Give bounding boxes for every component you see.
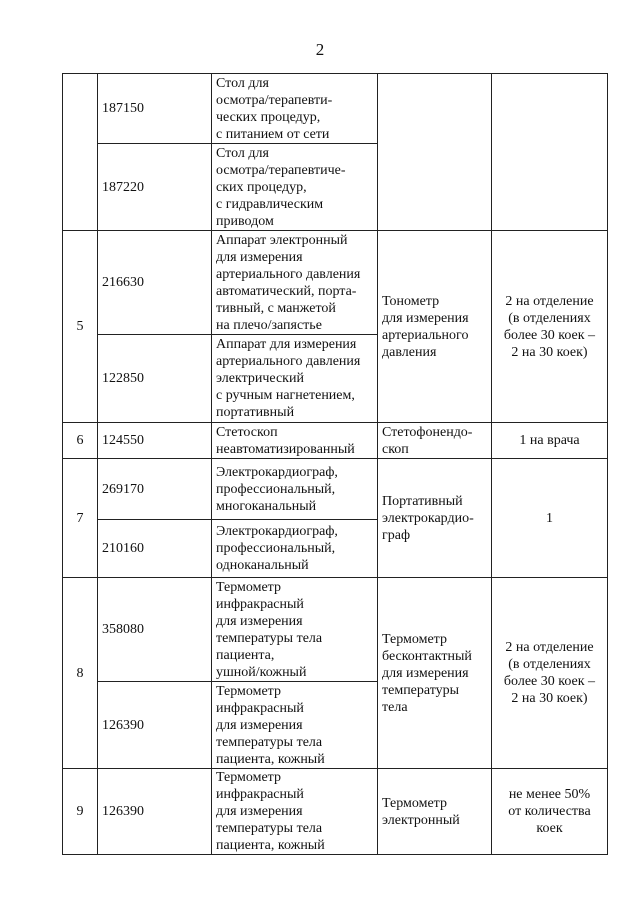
table-row: [63, 74, 608, 144]
row-number-cell: 8: [63, 578, 98, 769]
table-row: [63, 769, 608, 855]
name-cell: Термометр инфракрасный для измерения температуры тела пациента, кожный: [212, 769, 378, 855]
type-cell: Портативный электрокардио- граф: [378, 459, 492, 578]
name-cell: Электрокардиограф, профессиональный, одноканальный: [212, 520, 378, 578]
equipment-table: [62, 73, 608, 855]
table-row: [63, 578, 608, 682]
name-cell: Стол для осмотра/терапевтиче- ских процедур, с гидравлическим приводом: [212, 144, 378, 231]
code-cell: 358080: [98, 578, 212, 682]
code-cell: 126390: [98, 769, 212, 855]
row-number-cell: 9: [63, 769, 98, 855]
code-cell: 187220: [98, 144, 212, 231]
row-number-cell: 5: [63, 231, 98, 423]
qty-cell: не менее 50% от количества коек: [492, 769, 608, 855]
name-cell: Термометр инфракрасный для измерения температуры тела пациента, ушной/кожный: [212, 578, 378, 682]
table-row: [63, 459, 608, 520]
qty-cell: 2 на отделение (в отделениях более 30 коек – 2 на 30 коек): [492, 578, 608, 769]
code-cell: 126390: [98, 682, 212, 769]
code-cell: 122850: [98, 335, 212, 423]
code-cell: 187150: [98, 74, 212, 144]
code-cell: 216630: [98, 231, 212, 335]
page-number: 2: [315, 40, 325, 59]
name-cell: Электрокардиограф, профессиональный, многоканальный: [212, 459, 378, 520]
row-number-cell: 6: [63, 423, 98, 459]
qty-cell: 1 на врача: [492, 423, 608, 459]
type-cell: Термометр электронный: [378, 769, 492, 855]
code-cell: 124550: [98, 423, 212, 459]
type-cell: Стетофонендо- скоп: [378, 423, 492, 459]
row-number-cell: [63, 74, 98, 231]
qty-cell: 2 на отделение (в отделениях более 30 коек – 2 на 30 коек): [492, 231, 608, 423]
qty-cell: 1: [492, 459, 608, 578]
table-row: [63, 231, 608, 335]
type-cell: [378, 74, 492, 231]
name-cell: Аппарат для измерения артериального давления электрический с ручным нагнетением, портативный: [212, 335, 378, 423]
name-cell: Стетоскоп неавтоматизированный: [212, 423, 378, 459]
table-row: [63, 423, 608, 459]
type-cell: Тонометр для измерения артериального давления: [378, 231, 492, 423]
code-cell: 269170: [98, 459, 212, 520]
row-number-cell: 7: [63, 459, 98, 578]
name-cell: Термометр инфракрасный для измерения температуры тела пациента, кожный: [212, 682, 378, 769]
name-cell: Стол для осмотра/терапевти- ческих процедур, с питанием от сети: [212, 74, 378, 144]
code-cell: 210160: [98, 520, 212, 578]
type-cell: Термометр бесконтактный для измерения температуры тела: [378, 578, 492, 769]
qty-cell: [492, 74, 608, 231]
name-cell: Аппарат электронный для измерения артериального давления автоматический, порта- тивный, с манжетой на плечо/запястье: [212, 231, 378, 335]
